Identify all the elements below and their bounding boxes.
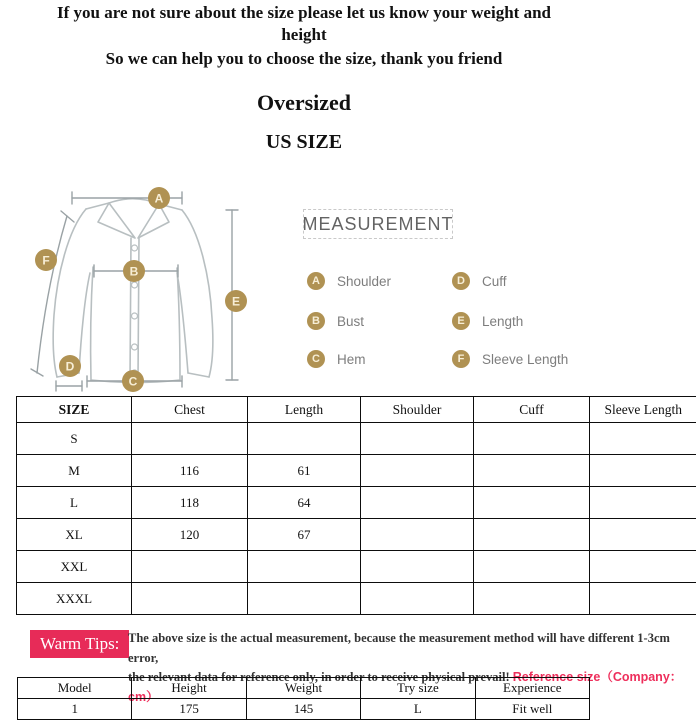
- legend-badge-e: E: [452, 312, 470, 330]
- fit-label: Oversized: [256, 90, 352, 115]
- size-row-m: [17, 455, 696, 487]
- model-table: [17, 677, 590, 720]
- size-table: [16, 396, 696, 615]
- heading-line1: If you are not sure about the size please let us know your weight and: [57, 3, 551, 22]
- cuff-header: Cuff: [474, 397, 590, 423]
- length-cell: 67: [248, 519, 361, 551]
- legend-label-hem: Hem: [337, 351, 366, 367]
- shoulder-cell: [361, 455, 474, 487]
- badge-f-letter: F: [42, 253, 50, 268]
- cuff-cell: [474, 455, 590, 487]
- chest-cell: 118: [132, 487, 248, 519]
- size-cell: XXXL: [17, 583, 132, 615]
- badge-c-letter: C: [128, 374, 138, 389]
- shoulder-cell: [361, 487, 474, 519]
- chest-cell: [132, 583, 248, 615]
- size-cell: M: [17, 455, 132, 487]
- size-cell: XL: [17, 519, 132, 551]
- length-cell: 64: [248, 487, 361, 519]
- cuff-cell: [474, 551, 590, 583]
- warm-tips-line1: The above size is the actual measurement, because the measurement method will have different 1-3cm error,: [128, 631, 670, 665]
- chest-cell: 120: [132, 519, 248, 551]
- size-table-header-row: [17, 397, 696, 423]
- size-row-xxl: [17, 551, 696, 583]
- size-row-s: [17, 423, 696, 455]
- weight-cell: 145: [246, 699, 360, 720]
- legend-badge-b: B: [307, 312, 325, 330]
- badge-d-letter: D: [65, 359, 75, 374]
- cuff-cell: [474, 487, 590, 519]
- size-cell: S: [17, 423, 132, 455]
- length-header: Length: [248, 397, 361, 423]
- legend-item-cuff: [452, 272, 507, 290]
- cuff-cell: [474, 583, 590, 615]
- legend-item-sleeve-length: [452, 350, 568, 368]
- shoulder-cell: [361, 519, 474, 551]
- chest-cell: [132, 423, 248, 455]
- cuff-cell: [474, 423, 590, 455]
- warm-tips-line2: the relevant data for reference only, in order to receive physical prevail!: [128, 670, 510, 684]
- sleeve-cell: [590, 487, 696, 519]
- measurement-title: MEASUREMENT: [303, 209, 453, 239]
- cuff-cell: [474, 519, 590, 551]
- chest-cell: [132, 551, 248, 583]
- shoulder-cell: [361, 583, 474, 615]
- model-table-header-row: [18, 678, 590, 699]
- shoulder-cell: [361, 551, 474, 583]
- sleeve-cell: [590, 551, 696, 583]
- shoulder-cell: [361, 423, 474, 455]
- size-cell: L: [17, 487, 132, 519]
- region-size-label: US SIZE: [265, 131, 343, 153]
- legend-badge-f: F: [452, 350, 470, 368]
- try-size-cell: L: [361, 699, 475, 720]
- legend-item-length: [452, 312, 523, 330]
- badge-e-letter: E: [231, 294, 241, 309]
- length-cell: [248, 583, 361, 615]
- legend-item-bust: [307, 312, 364, 330]
- reference-size-note: Reference size（Company：cm）: [128, 670, 683, 704]
- experience-cell: Fit well: [475, 699, 589, 720]
- legend-item-shoulder: [307, 272, 391, 290]
- model-cell: 1: [18, 699, 132, 720]
- model-header: Model: [18, 678, 132, 699]
- length-cell: [248, 551, 361, 583]
- height-cell: 175: [132, 699, 246, 720]
- shirt-outline: [53, 199, 213, 383]
- heading-line2: height: [281, 25, 327, 44]
- sleeve-cell: [590, 519, 696, 551]
- model-table-data-row: [18, 699, 590, 720]
- shirt-measurement-diagram: [10, 180, 260, 395]
- sleeve-cell: [590, 455, 696, 487]
- chest-cell: 116: [132, 455, 248, 487]
- sleeve-cell: [590, 583, 696, 615]
- badge-b-letter: B: [129, 264, 139, 279]
- height-header: Height: [132, 678, 246, 699]
- chest-header: Chest: [132, 397, 248, 423]
- heading-line3: So we can help you to choose the size, thank you friend: [105, 49, 503, 68]
- sleeve-length-header: Sleeve Length: [590, 397, 696, 423]
- sleeve-cell: [590, 423, 696, 455]
- legend-label-sleeve-length: Sleeve Length: [482, 351, 569, 367]
- weight-header: Weight: [246, 678, 360, 699]
- legend-badge-c: C: [307, 350, 325, 368]
- legend-label-bust: Bust: [337, 313, 365, 329]
- legend-label-length: Length: [482, 313, 524, 329]
- length-cell: [248, 423, 361, 455]
- size-row-xl: [17, 519, 696, 551]
- size-header: SIZE: [17, 397, 132, 423]
- size-cell: XXL: [17, 551, 132, 583]
- shoulder-header: Shoulder: [361, 397, 474, 423]
- size-row-xxxl: [17, 583, 696, 615]
- legend-label-shoulder: Shoulder: [337, 273, 392, 289]
- warm-tips-badge: Warm Tips:: [30, 630, 129, 658]
- legend-label-cuff: Cuff: [482, 273, 507, 289]
- legend-badge-a: A: [307, 272, 325, 290]
- heading-block: [0, 2, 608, 46]
- legend-badge-d: D: [452, 272, 470, 290]
- try-size-header: Try size: [361, 678, 475, 699]
- length-cell: 61: [248, 455, 361, 487]
- size-row-l: [17, 487, 696, 519]
- experience-header: Experience: [475, 678, 589, 699]
- legend-item-hem: [307, 350, 366, 368]
- badge-a-letter: A: [154, 191, 164, 206]
